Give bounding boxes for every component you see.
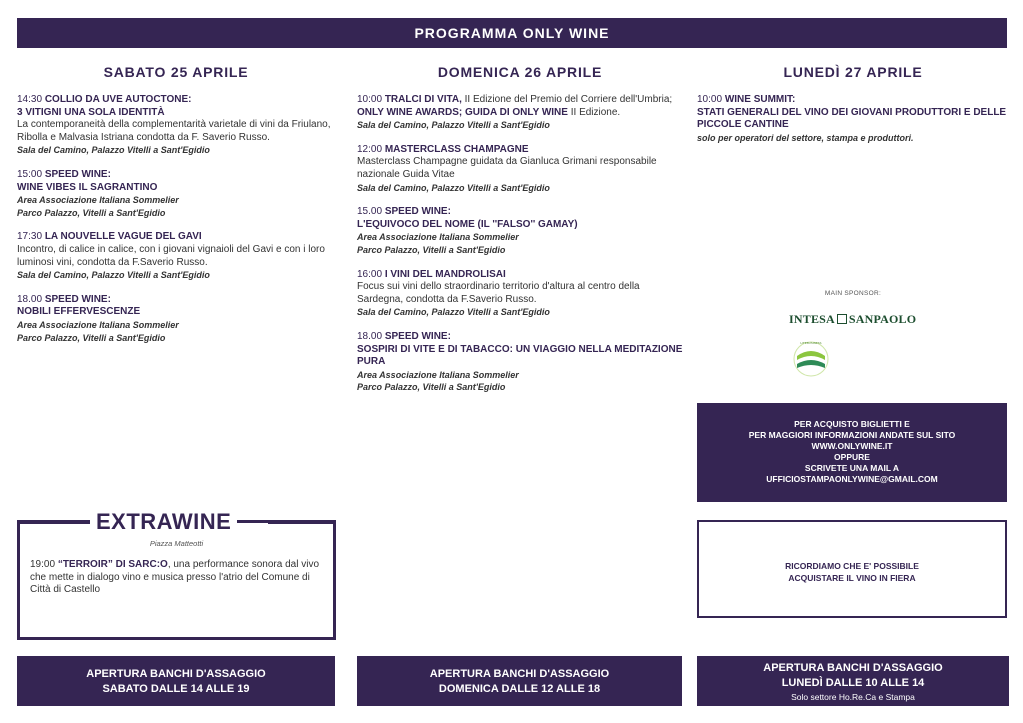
day-title: LUNEDÌ 27 APRILE <box>783 64 923 80</box>
tasting-hours-monday: APERTURA BANCHI D'ASSAGGIO LUNEDÌ DALLE 10 ALLE 14 Solo settore Ho.Re.Ca e Stampa <box>697 656 1009 706</box>
tasting-hours-saturday: APERTURA BANCHI D'ASSAGGIO SABATO DALLE 14 ALLE 19 <box>17 656 335 706</box>
event-item: 12:00 MASTERCLASS CHAMPAGNE Masterclass Champagne guidata da Gianluca Grimani responsabile nazionale Guida Vitae Sala del Camino, Palazzo Vitelli a Sant'Egidio <box>357 143 657 193</box>
event-item: 15:00 SPEED WINE: WINE VIBES IL SAGRANTINO Area Associazione Italiana Sommelier Parco Palazzo, Vitelli a Sant'Egidio <box>17 168 179 218</box>
sponsor-block <box>697 290 1009 385</box>
ticket-info-box: PER ACQUISTO BIGLIETTI E PER MAGGIORI INFORMAZIONI ANDATE SUL SITO WWW.ONLYWINE.IT OPPURE SCRIVETE UNA MAIL A UFFICIOSTAMPAONLYWINE@GMAIL.COM <box>697 403 1007 502</box>
reminder-box: RICORDIAMO CHE E' POSSIBILE ACQUISTARE IL VINO IN FIERA <box>697 520 1007 618</box>
extrawine-event: 19:00 “TERROIR” DI SARC:O, una performance sonora dal vivo che mette in dialogo vino e musica presso l'atrio del Comune di Città di Castello <box>30 559 320 596</box>
event-item: 14:30 COLLIO DA UVE AUTOCTONE: 3 VITIGNI UNA SOLA IDENTITÀ La contemporaneità della complementarità varietale di vini da Friulano, Ribolla e Malvasia Istriana condotta da F. Saverio Russo. Sala del Camino, Palazzo Vitelli a Sant'Egidio <box>17 94 331 156</box>
extrawine-place: Piazza Matteotti <box>149 539 204 548</box>
event-item: 10:00 TRALCI DI VITA, II Edizione del Premio del Corriere dell'Umbria; ONLY WINE AWARDS; GUIDA DI ONLY WINE II Edizione. Sala del Camino, Palazzo Vitelli a Sant'Egidio <box>357 94 673 131</box>
day-column-saturday <box>17 62 335 356</box>
extrawine-box <box>17 509 336 640</box>
event-item: 17:30 LA NOUVELLE VAGUE DEL GAVI Incontro, di calice in calice, con i giovani vignaioli del Gavi e con i loro luminosi vini, condotta da F.Saverio Russo. Sala del Camino, Palazzo Vitelli a Sant'Egidio <box>17 231 325 281</box>
svg-text:LIFEBUSINESS: LIFEBUSINESS <box>800 341 822 345</box>
extrawine-logo: EXTRAWINE <box>90 509 237 535</box>
day-column-monday <box>697 62 1009 156</box>
lifebusiness-logo-icon <box>792 338 830 378</box>
day-column-sunday <box>357 62 683 406</box>
event-item: 18.00 SPEED WINE: NOBILI EFFERVESCENZE Area Associazione Italiana Sommelier Parco Palazzo, Vitelli a Sant'Egidio <box>17 293 179 343</box>
program-header: PROGRAMMA ONLY WINE <box>17 18 1007 48</box>
intesa-sanpaolo-logo: INTESA SANPAOLO <box>789 312 917 326</box>
day-title: SABATO 25 APRILE <box>103 64 249 80</box>
event-item: 10:00 WINE SUMMIT: STATI GENERALI DEL VINO DEI GIOVANI PRODUTTORI E DELLE PICCOLE CANTINE solo per operatori del settore, stampa e produttori. <box>697 94 1007 143</box>
event-item: 15.00 SPEED WINE: L'EQUIVOCO DEL NOME (IL ''FALSO'' GAMAY) Area Associazione Italiana Sommelier Parco Palazzo, Vitelli a Sant'Egidio <box>357 206 578 255</box>
day-title: DOMENICA 26 APRILE <box>437 64 603 80</box>
email-link[interactable]: UFFICIOSTAMPAONLYWINE@GMAIL.COM <box>766 474 938 484</box>
website-link[interactable]: WWW.ONLYWINE.IT <box>811 441 893 451</box>
event-item: 16:00 I VINI DEL MANDROLISAI Focus sui vini dello straordinario territorio d'altura al centro della Sardegna, condotta da F.Saverio Russo. Sala del Camino, Palazzo Vitelli a Sant'Egidio <box>357 268 640 318</box>
event-item: 18.00 SPEED WINE: SOSPIRI DI VITE E DI TABACCO: UN VIAGGIO NELLA MEDITAZIONE PURA Area Associazione Italiana Sommelier Parco Palazzo, Vitelli a Sant'Egidio <box>357 330 683 393</box>
tasting-hours-sunday: APERTURA BANCHI D'ASSAGGIO DOMENICA DALLE 12 ALLE 18 <box>357 656 682 706</box>
sponsor-label: MAIN SPONSOR: <box>824 290 882 297</box>
